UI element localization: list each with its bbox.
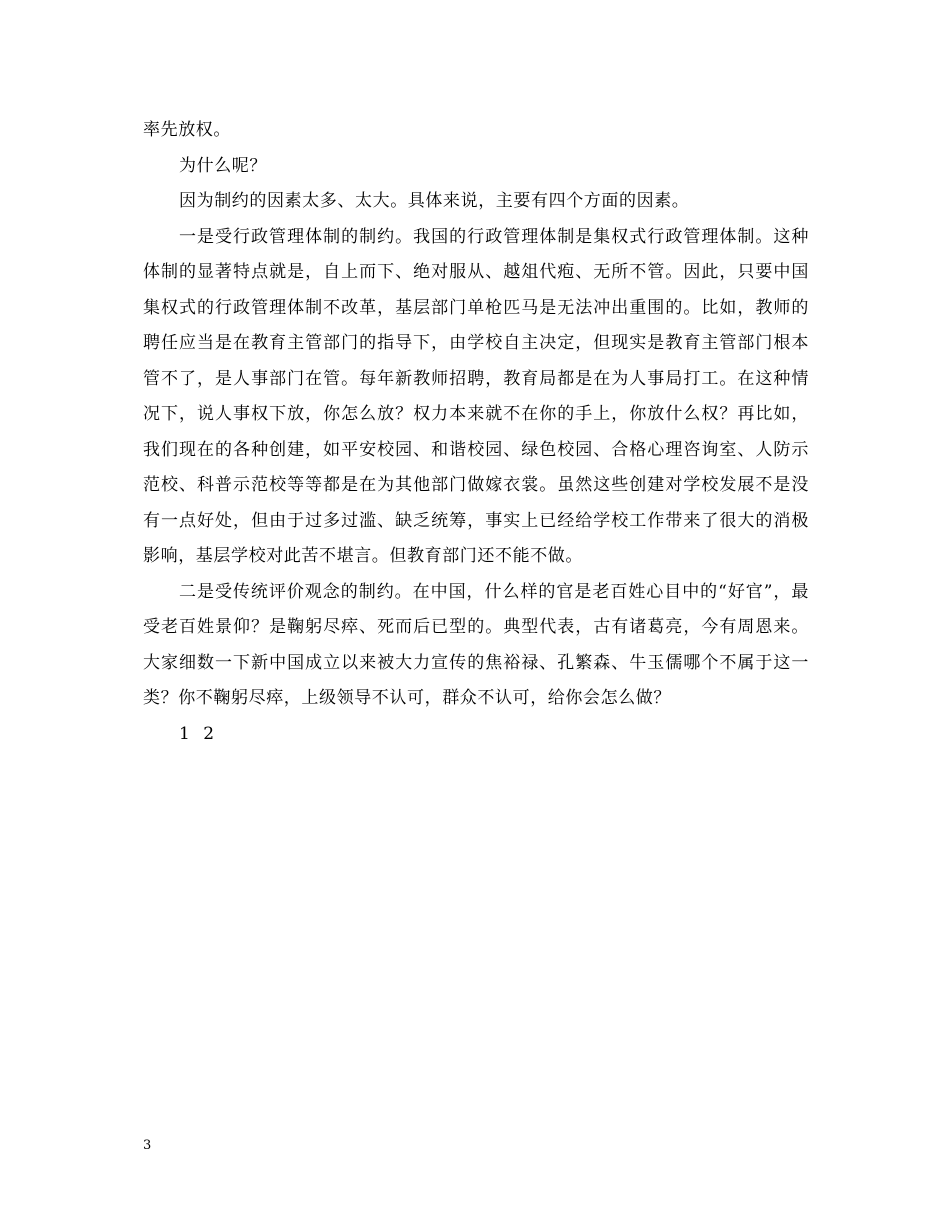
page-link-2[interactable]: 2 [203,723,219,744]
page-link-1[interactable]: 1 [179,723,194,744]
page-navigation [143,717,809,753]
paragraph-factors-intro: 因为制约的因素太多、太大。具体来说，主要有四个方面的因素。 [179,191,690,211]
paragraph-opening-fragment: 率先放权。 [143,120,231,140]
paragraph-question: 为什么呢？ [179,155,267,176]
paragraph-traditional-evaluation: 二是受传统评价观念的制约。在中国，什么样的官是老百姓心目中的“好官”，最受老百姓景仰？是鞠躬尽瘁、死而后已型的。典型代表，古有诸葛亮，今有周恩来。大家细数一下新中国成立以来被大力宣传的焦裕禄、孔繁森、牛玉儒哪个不属于这一类？你不鞠躬尽瘁，上级领导不认可，群众不认可，给你会怎么做？ [143,581,809,708]
page-number: 3 [143,1138,152,1153]
body-text [143,113,809,752]
paragraph-administrative-system: 一是受行政管理体制的制约。我国的行政管理体制是集权式行政管理体制。这种体制的显著特点就是，自上而下、绝对服从、越俎代疱、无所不管。因此，只要中国集权式的行政管理体制不改革，基层部门单枪匹马是无法冲出重围的。比如，教师的聘任应当是在教育主管部门的指导下，由学校自主决定，但现实是教育主管部门根本管不了，是人事部门在管。每年新教师招聘，教育局都是在为人事局打工。在这种情况下，说人事权下放，你怎么放？权力本来就不在你的手上，你放什么权？再比如，我们现在的各种创建，如平安校园、和谐校园、绿色校园、合格心理咨询室、人防示范校、科普示范校等等都是在为其他部门做嫁衣裳。虽然这些创建对学校发展不是没有一点好处，但由于过多过滥、缺乏统筹，事实上已经给学校工作带来了很大的消极影响，基层学校对此苦不堪言。但教育部门还不能不做。 [143,226,809,566]
